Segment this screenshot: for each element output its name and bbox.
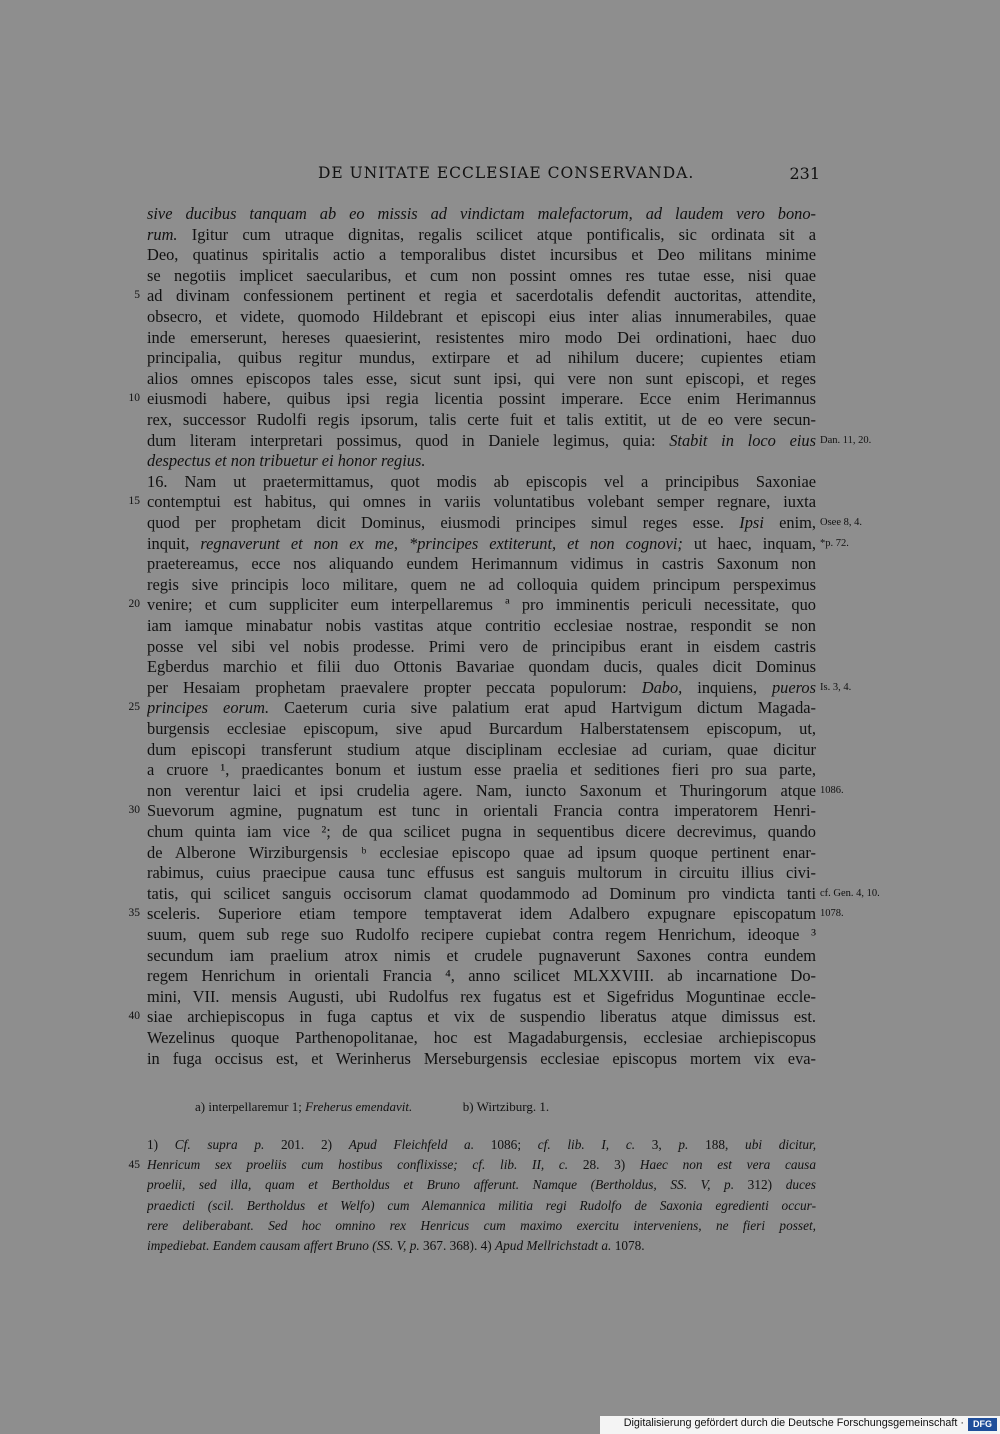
text-segment: principalia, quibus regitur mundus, extirpare et ad nihilum ducere; cupientes etiam <box>147 348 816 368</box>
page-number: 231 <box>789 164 820 183</box>
margin-reference: Is. 3, 4. <box>820 681 852 693</box>
line-number: 15 <box>128 495 140 508</box>
text-segment: eiusmodi habere, quibus ipsi regia licentia possint imperare. Ecce enim Herimannus <box>147 389 816 409</box>
italic-text: ubi dicitur, <box>745 1137 816 1152</box>
text-line <box>147 224 816 245</box>
italic-text: rere deliberabant. Sed hoc omnino rex Henricus cum maximo exercitu interveniens, ne fieri posset, <box>147 1217 816 1233</box>
italic-text: duces <box>785 1177 816 1193</box>
text-line <box>147 636 816 657</box>
text-line <box>147 491 816 512</box>
line-number: 10 <box>128 392 140 405</box>
text-segment: dum episcopi transferunt studium atque disciplinam ecclesiae ad curiam, quae dicitur <box>147 739 816 759</box>
text-segment: 1086; <box>474 1137 538 1152</box>
text-line <box>147 1048 816 1069</box>
text-line <box>147 924 816 945</box>
text-segment: Wezelinus quoque Parthenopolitanae, hoc est Magadaburgensis, ecclesiae archiepiscopus <box>147 1028 816 1047</box>
text-segment: alios omnes episcopos tales esse, sicut sunt ipsi, qui vere non sunt episcopi, et reges <box>147 368 816 388</box>
text-line <box>147 388 816 409</box>
line-number: 40 <box>128 1010 140 1023</box>
line-number: 25 <box>128 701 140 714</box>
apparatus-text-a: interpellaremur 1; <box>208 1099 302 1114</box>
italic-text: rum. <box>147 224 178 244</box>
text-line <box>147 553 816 574</box>
text-segment: dum literam interpretari possimus, quod in Daniele legimus, quia: <box>147 430 670 450</box>
italic-text: Cf. supra p. <box>174 1137 265 1152</box>
text-segment: ad divinam confessionem pertinent et regia et sacerdotalis defendit auctoritas, attendite, <box>147 286 816 306</box>
text-segment: regem Henrichum in orientali Francia ⁴, anno scilicet MLXXVIII. ab incarnatione Do- <box>147 966 816 986</box>
text-line <box>147 533 816 554</box>
text-segment: rabimus, cuius praecipue causa tunc effusus est sanguis multorum in circuitu illius civi- <box>147 863 816 883</box>
text-segment: de Alberone Wirziburgensis ᵇ ecclesiae episcopo quae ad ipsum quoque pertinent enar- <box>147 842 816 862</box>
italic-text: despectus et non tribuetur ei honor regius. <box>147 451 426 471</box>
text-line <box>147 450 816 471</box>
text-line <box>147 471 816 492</box>
text-segment: rex, successor Rudolfi regis ipsorum, talis certe fuit et talis extitit, ut de eo vere secun- <box>147 410 816 429</box>
text-line <box>147 656 816 677</box>
margin-reference: 1086. <box>820 784 844 796</box>
text-segment: 1) <box>147 1137 175 1152</box>
line-number: 30 <box>128 804 140 817</box>
margin-reference: Osee 8, 4. <box>820 517 862 528</box>
text-segment: 1078. <box>611 1238 645 1253</box>
text-segment: secundum iam praelium atrox nimis et crudele pugnaverunt Saxones contra eundem <box>147 945 816 965</box>
text-segment: in fuga occisus est, et Werinherus Merseburgensis ecclesiae episcopus mortem vix eva- <box>147 1048 816 1068</box>
apparatus-label-a: a) <box>195 1099 206 1114</box>
text-line <box>147 1006 816 1027</box>
footnote-line <box>147 1175 816 1195</box>
critical-apparatus <box>195 1098 549 1116</box>
footnote-line <box>147 1216 816 1236</box>
text-segment: chum quinta iam vice ²; de qua scilicet pugna in sequentibus dicere decrevimus, quando <box>147 822 816 841</box>
text-segment: Suevorum agmine, pugnatum est tunc in orientali Francia contra imperatorem Henri- <box>147 801 816 821</box>
text-segment: praetereamus, ecce nos aliquando eundem Herimannum vidimus in castris Saxonum non <box>147 554 816 574</box>
text-line <box>147 780 816 801</box>
text-line <box>147 615 816 636</box>
text-segment: quod per prophetam dicit Dominus, eiusmodi principes simul reges esse. <box>147 513 740 532</box>
italic-text: Henricum sex proeliis cum hostibus conflixisse; cf. lib. II, c. <box>147 1157 569 1173</box>
text-line <box>147 368 816 389</box>
text-line <box>147 409 816 430</box>
italic-text: p. <box>678 1137 689 1152</box>
text-segment: inde emerserunt, hereses quaesierint, resistentes miro modo Dei ordinationi, haec duo <box>147 327 816 347</box>
text-line <box>147 574 816 595</box>
line-number: 45 <box>128 1159 140 1172</box>
text-segment: mini, VII. mensis Augusti, ubi Rudolfus rex fugatus est et Sigefridus Moguntinae eccle- <box>147 986 816 1006</box>
dfg-logo: DFG <box>968 1418 997 1431</box>
text-segment: 188, <box>688 1137 746 1152</box>
text-line <box>147 306 816 327</box>
text-segment: 28. 3) <box>568 1157 640 1173</box>
italic-text: sive ducibus tanquam ab eo missis ad vindictam malefactorum, ad laudem vero bono- <box>147 204 816 223</box>
footnote-line <box>147 1155 816 1175</box>
text-line <box>147 842 816 863</box>
text-segment: regis sive principis loco militare, quem ne ad colloquia quidem principum perspeximus <box>147 574 816 594</box>
text-line <box>147 862 816 883</box>
text-segment: posse vel sibi vel nobis prodesse. Primi vero de principibus erant in eisdem castris <box>147 636 816 656</box>
text-line <box>147 203 816 224</box>
text-line <box>147 512 816 533</box>
text-segment: 16. Nam ut praetermittamus, quot modis ab episcopis vel a principibus Saxoniae <box>147 471 816 491</box>
text-segment: tatis, qui scilicet sanguis occisorum clamat quodammodo ad Dominum pro vindicta tanti <box>147 883 816 903</box>
italic-text: Apud Mellrichstadt a. <box>495 1238 612 1253</box>
italic-text: proelii, sed illa, quam et Bertholdus et Bruno afferunt. Namque (Bertholdus, SS. V, p. <box>147 1177 735 1193</box>
italic-text: Dabo, <box>641 677 683 697</box>
margin-reference: *p. 72. <box>820 537 849 549</box>
italic-text: regnaverunt et non ex me, *principes extiterunt, et non cognovi; <box>200 533 683 553</box>
footer-text: Digitalisierung gefördert durch die Deutsche Forschungsgemeinschaft · <box>623 1417 964 1429</box>
text-segment: 3, <box>635 1137 679 1152</box>
text-segment: a cruore ¹, praedicantes bonum et iustum esse praelia et seditiones fieri pro sua parte, <box>147 760 816 780</box>
text-line <box>147 903 816 924</box>
text-segment: 201. 2) <box>264 1137 349 1152</box>
line-number: 5 <box>134 289 140 302</box>
text-segment: ut haec, inquam, <box>682 533 816 553</box>
italic-text: pueros <box>771 677 816 697</box>
italic-text: Haec non est vera causa <box>639 1157 816 1173</box>
text-segment: 312) <box>734 1177 786 1193</box>
apparatus-note-a: Freherus emendavit. <box>305 1099 413 1114</box>
text-line <box>147 965 816 986</box>
text-line <box>147 327 816 348</box>
text-segment: inquiens, <box>682 677 772 697</box>
line-number: 20 <box>128 598 140 611</box>
text-line <box>147 945 816 966</box>
text-segment: burgensis ecclesiae episcopum, sive apud Burcardum Halberstatensem episcopum, ut, <box>147 719 816 738</box>
footnote-line <box>147 1236 816 1256</box>
text-line <box>147 739 816 760</box>
italic-text: principes eorum. <box>147 698 270 718</box>
digitization-footer <box>600 1416 1000 1434</box>
text-line <box>147 883 816 904</box>
italic-text: impediebat. Eandem causam affert Bruno (SS. V, p. <box>147 1238 420 1253</box>
footnote-line <box>147 1196 816 1216</box>
text-line <box>147 759 816 780</box>
text-line <box>147 800 816 821</box>
text-segment: enim, <box>763 513 816 532</box>
italic-text: praedicti (scil. Bertholdus et Welfo) cum Alemannica militia regi Rudolfo de Saxonia egredienti occur- <box>147 1197 816 1213</box>
text-line <box>147 285 816 306</box>
text-line <box>147 697 816 718</box>
margin-reference: cf. Gen. 4, 10. <box>820 887 880 899</box>
text-line <box>147 244 816 265</box>
text-segment: suum, quem sub rege suo Rudolfo recipere cupiebat contra regem Henrichum, ideoque ³ <box>147 925 816 944</box>
text-segment: Deo, quatinus spiritalis actio a temporalibus distet incursibus et Deo militans minime <box>147 245 816 265</box>
line-number: 35 <box>128 907 140 920</box>
text-line <box>147 821 816 842</box>
apparatus-text-b: Wirtziburg. 1. <box>476 1099 550 1114</box>
text-segment: sceleris. Superiore etiam tempore temptaverat idem Adalbero expugnare episcopatum <box>147 904 816 924</box>
text-line <box>147 677 816 698</box>
text-segment: Caeterum curia sive palatium erat apud Hartvigum dictum Magada- <box>269 698 816 718</box>
text-segment: contemptui est habitus, qui omnes in variis voluntatibus volebant semper regnare, iuxta <box>147 492 816 512</box>
apparatus-label-b: b) <box>462 1099 474 1114</box>
italic-text: cf. lib. I, c. <box>537 1137 636 1152</box>
text-segment: inquit, <box>147 533 201 553</box>
italic-text: Apud Fleichfeld a. <box>348 1137 475 1152</box>
text-segment: venire; et cum suppliciter eum interpellaremus ª pro imminentis periculi necessitate, quo <box>147 595 816 615</box>
text-segment: obsecro, et videte, quomodo Hildebrant et episcopi eius inter alias innumerabiles, quae <box>147 307 816 326</box>
text-segment: Igitur cum utraque dignitas, regalis scilicet atque pontificalis, sic ordinata sit a <box>177 224 816 244</box>
footnote-line <box>147 1135 816 1155</box>
text-line <box>147 265 816 286</box>
running-title: DE UNITATE ECCLESIAE CONSERVANDA. <box>318 164 695 182</box>
text-segment: se negotiis implicet saecularibus, et cum non possint omnes res tutae esse, nisi quae <box>147 265 816 285</box>
text-segment: non verentur laici et ipsi crudelia agere. Nam, iuncto Saxonum et Thuringorum atque <box>147 780 816 800</box>
text-line <box>147 430 816 451</box>
text-segment: per Hesaiam prophetam praevalere propter peccata populorum: <box>147 677 642 697</box>
text-line <box>147 594 816 615</box>
text-segment: siae archiepiscopus in fuga captus et vix de suspendio liberatus atque dimissus est. <box>147 1007 816 1027</box>
text-segment: Egberdus marchio et filii duo Ottonis Bavariae quondam ducis, quales dicit Dominus <box>147 657 816 677</box>
text-line <box>147 718 816 739</box>
text-segment: iam iamque minabatur nobis vastitas atque contritio ecclesiae nostrae, respondit se non <box>147 616 816 635</box>
margin-reference: Dan. 11, 20. <box>820 434 872 446</box>
italic-text: Stabit in loco eius <box>669 430 816 450</box>
text-line <box>147 986 816 1007</box>
margin-reference: 1078. <box>820 908 844 920</box>
running-header <box>148 164 820 186</box>
text-line <box>147 1027 816 1048</box>
italic-text: Ipsi <box>739 513 764 532</box>
text-segment: 367. 368). 4) <box>419 1238 496 1253</box>
text-line <box>147 347 816 368</box>
